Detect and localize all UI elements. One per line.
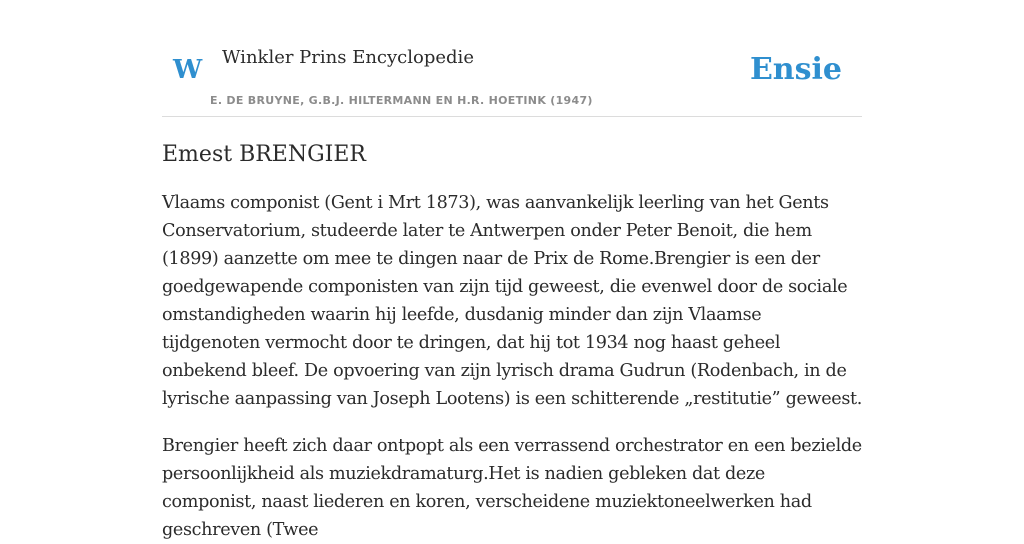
publication-title[interactable]: Winkler Prins Encyclopedie [222, 47, 474, 68]
article-paragraph: Vlaams componist (Gent i Mrt 1873), was aanvankelijk leerling van het Gents Conservatorium, studeerde later te Antwerpen onder Peter Benoit, die hem (1899) aanzette om mee te dingen naar de Prix de Rome.Brengier is een der goedgewapende componisten van zijn tijd geweest, die evenwel door de sociale omstandigheden waarin hij leefde, dusdanig minder dan zijn Vlaamse tijdgenoten vermocht door te dringen, dat hij tot 1934 nog haast geheel onbekend bleef. De opvoering van zijn lyrisch drama Gudrun (Rodenbach, in de lyrische aanpassing van Joseph Lootens) is een schitterende „restitutie” geweest. [162, 193, 863, 409]
site-header [162, 0, 862, 117]
article-paragraph: Brengier heeft zich daar ontpopt als een verrassend orchestrator en een bezielde persoonlijkheid als muziekdramaturg.Het is nadien gebleken dat deze componist, naast liederen en koren, verscheidene muziektoneelwerken had geschreven (Twee [162, 436, 862, 540]
brand-logo-link[interactable]: Ensie [749, 52, 842, 87]
article [162, 138, 862, 544]
publication-logo[interactable]: W [173, 55, 203, 85]
article-title: Emest BRENGIER [162, 142, 366, 167]
publication-authors: E. DE BRUYNE, G.B.J. HILTERMANN EN H.R. HOETINK (1947) [210, 94, 593, 107]
